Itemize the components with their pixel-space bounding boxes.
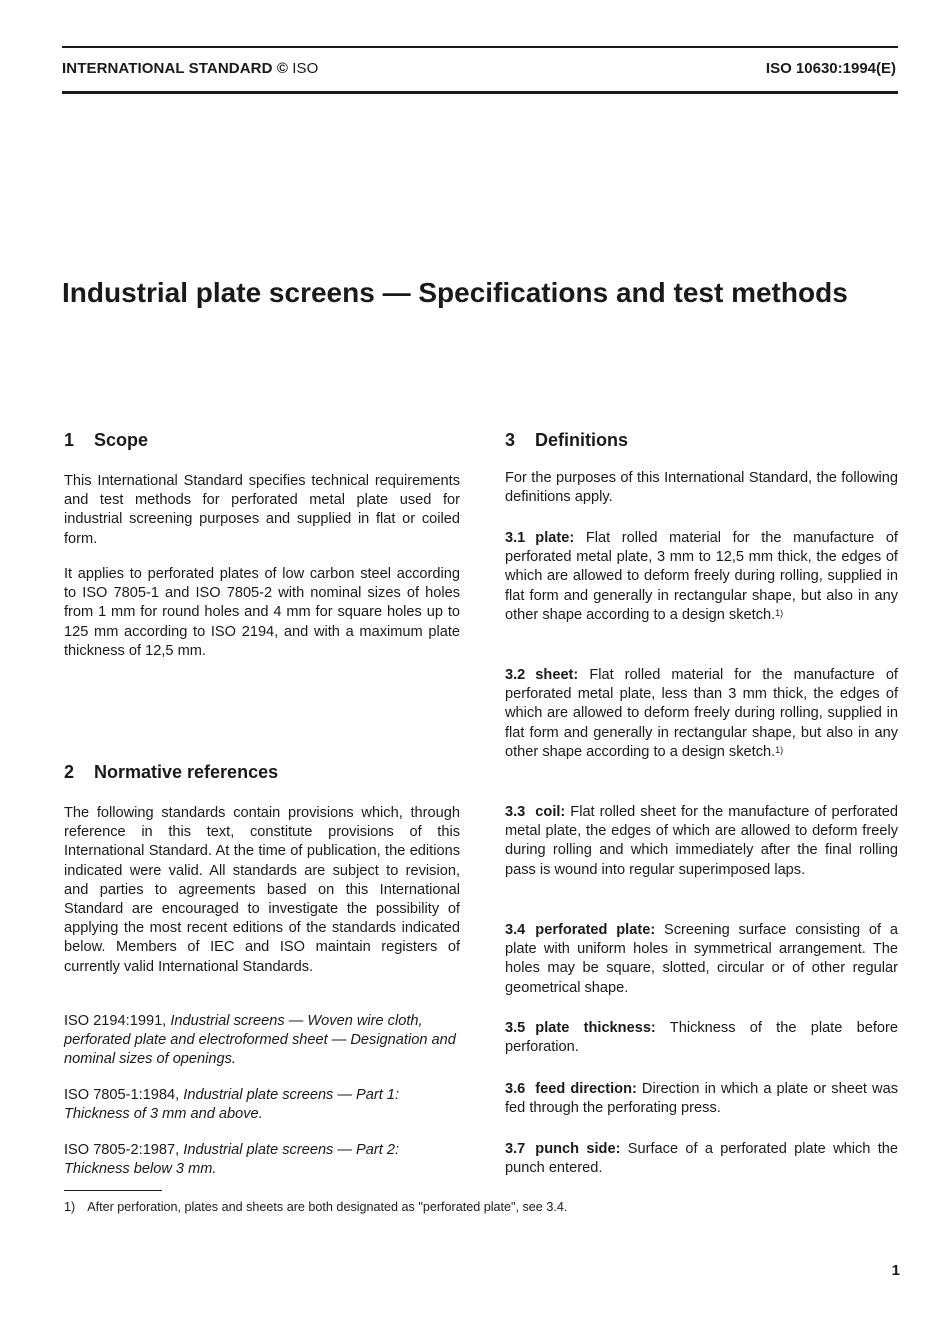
definition-number: 3.1 xyxy=(505,530,526,546)
definition-number: 3.6 xyxy=(505,1081,526,1097)
page-number: 1 xyxy=(891,1262,900,1279)
definition-term: plate thickness: xyxy=(535,1020,656,1036)
header-org: ISO xyxy=(292,60,319,77)
footnote-number: 1) xyxy=(64,1200,76,1214)
reference-entry xyxy=(64,1141,460,1179)
header-document-number: ISO 10630:1994(E) xyxy=(765,60,896,77)
footnote-text: After perforation, plates and sheets are both designated as "perforated plate", see 3.4. xyxy=(87,1200,568,1214)
header-standard-type: INTERNATIONAL STANDARD xyxy=(62,60,273,77)
definition-number: 3.2 xyxy=(505,667,526,683)
definition-entry xyxy=(505,1080,898,1118)
section-title: Definitions xyxy=(535,430,628,450)
reference-code: ISO 7805-1:1984, xyxy=(64,1087,180,1103)
section-number: 3 xyxy=(505,430,516,450)
copyright-symbol: © xyxy=(276,60,288,77)
definition-entry xyxy=(505,529,898,625)
header-top-rule xyxy=(62,46,898,48)
definition-entry xyxy=(505,921,898,998)
definition-term: plate: xyxy=(535,530,575,546)
scope-paragraph: It applies to perforated plates of low carbon steel according to ISO 7805-1 and ISO 7805-2 with nominal sizes of holes from 1 mm for round holes and 4 mm for square holes up to 125 mm according to ISO 2194, and with a maximum plate thickness of 12,5 mm. xyxy=(64,566,460,659)
definition-entry xyxy=(505,1140,898,1178)
reference-entry xyxy=(64,1086,460,1124)
definition-text: Direction in which a plate or sheet was fed through the perforating press. xyxy=(505,1081,898,1117)
definition-term: perforated plate: xyxy=(535,922,656,938)
definition-term: sheet: xyxy=(535,667,579,683)
reference-title: Industrial screens — Woven wire cloth, perforated plate and electroformed sheet — Designation and nominal sizes of openings. xyxy=(64,1013,456,1068)
reference-entry xyxy=(64,1012,460,1070)
section-number: 1 xyxy=(64,430,75,450)
definition-number: 3.3 xyxy=(505,804,526,820)
footnote-reference: 1) xyxy=(775,744,784,755)
reference-code: ISO 2194:1991, xyxy=(64,1013,167,1029)
definition-text: Screening surface consisting of a plate with uniform holes in symmetrical arrangement. The holes may be square, slotted, circular or of other regular geometrical shape. xyxy=(505,922,898,996)
definition-term: feed direction: xyxy=(535,1081,637,1097)
section-title: Scope xyxy=(94,430,149,450)
section-title: Normative references xyxy=(94,762,279,782)
reference-title: Industrial plate screens — Part 2: Thickness below 3 mm. xyxy=(64,1142,400,1178)
definition-text: Flat rolled sheet for the manufacture of perforated metal plate, the edges of which are allowed to deform freely during rolling and which immediately after the final rolling pass is wound into regular superimposed laps. xyxy=(505,804,898,878)
definition-number: 3.5 xyxy=(505,1020,526,1036)
section-heading-scope xyxy=(64,430,148,451)
footnote xyxy=(64,1200,567,1214)
normative-intro-paragraph: The following standards contain provisions which, through reference in this text, constitute provisions of this International Standard. At the time of publication, the editions indicated were valid. All standards are subject to revision, and parties to agreements based on this International Standard are encouraged to investigate the possibility of applying the most recent editions of the standards indicated below. Members of IEC and ISO maintain registers of currently valid International Standards. xyxy=(64,805,460,975)
definition-text: Flat rolled material for the manufacture of perforated metal plate, less than 3 mm thick, the edges of which are allowed to deform freely during rolling, supplied in flat form and generally in rectangular shape, but also in any other shape according to a design sketch. xyxy=(505,667,898,760)
scope-paragraph: This International Standard specifies technical requirements and test methods for perforated metal plate used for industrial screening purposes and supplied in flat or coiled form. xyxy=(64,473,460,547)
reference-code: ISO 7805-2:1987, xyxy=(64,1142,180,1158)
definitions-intro-paragraph: For the purposes of this International Standard, the following definitions apply. xyxy=(505,470,898,506)
definition-term: punch side: xyxy=(535,1141,621,1157)
section-heading-normative-references xyxy=(64,762,278,783)
definition-text: Surface of a perforated plate which the punch entered. xyxy=(505,1141,898,1177)
definition-term: coil: xyxy=(535,804,566,820)
reference-title: Industrial plate screens — Part 1: Thickness of 3 mm and above. xyxy=(64,1087,400,1123)
definition-text: Flat rolled material for the manufacture of perforated metal plate, 3 mm to 12,5 mm thick, the edges of which are allowed to deform freely during rolling, supplied in flat form and generally in rectangular shape, but also in any other shape according to a design sketch. xyxy=(505,530,898,623)
definition-entry xyxy=(505,666,898,762)
definition-number: 3.7 xyxy=(505,1141,526,1157)
section-number: 2 xyxy=(64,762,75,782)
header-standard-label xyxy=(62,60,318,77)
footnote-separator xyxy=(64,1190,162,1191)
definition-entry xyxy=(505,803,898,880)
header-bottom-rule xyxy=(62,91,898,94)
footnote-reference: 1) xyxy=(775,607,784,618)
definition-number: 3.4 xyxy=(505,922,526,938)
document-title: Industrial plate screens — Specifications and test methods xyxy=(62,277,848,308)
section-heading-definitions xyxy=(505,430,628,451)
definition-entry xyxy=(505,1019,898,1057)
definition-text: Thickness of the plate before perforation. xyxy=(505,1020,898,1056)
